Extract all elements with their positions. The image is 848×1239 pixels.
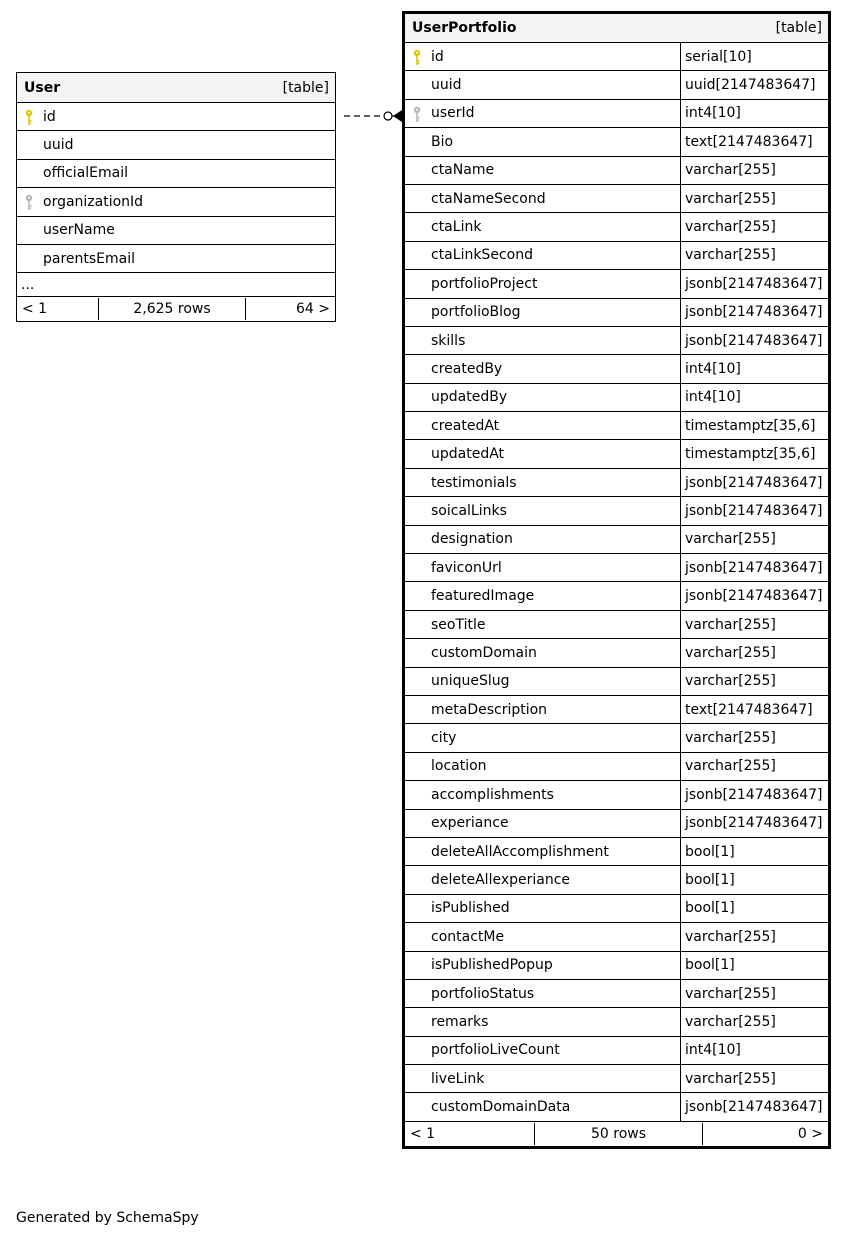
column-type: varchar[255] [681,724,830,752]
column-type: bool[1] [681,837,830,865]
column-type: int4[10] [681,355,830,383]
user-more-columns-row [17,273,336,297]
column-name: id [43,108,56,125]
column-type: varchar[255] [681,156,830,184]
column-type: int4[10] [681,99,830,127]
userportfolio-column-row[interactable] [404,582,830,610]
column-name: seoTitle [431,616,486,633]
column-type: varchar[255] [681,1008,830,1036]
userportfolio-column-row[interactable] [404,270,830,298]
userportfolio-column-row[interactable] [404,241,830,269]
userportfolio-column-deleteAllAccomplishment[interactable] [404,837,681,865]
userportfolio-column-liveLink[interactable] [404,1065,681,1093]
column-type: jsonb[2147483647] [681,298,830,326]
userportfolio-column-soicalLinks[interactable] [404,497,681,525]
column-name: organizationId [43,193,144,210]
userportfolio-column-row[interactable] [404,468,830,496]
userportfolio-column-experiance[interactable] [404,809,681,837]
userportfolio-column-Bio[interactable] [404,128,681,156]
column-type: int4[10] [681,1036,830,1064]
userportfolio-column-row[interactable] [404,1036,830,1064]
column-name: customDomain [431,644,537,661]
column-type: varchar[255] [681,241,830,269]
userportfolio-column-row[interactable] [404,298,830,326]
column-name: uuid [43,137,74,154]
userportfolio-column-skills[interactable] [404,326,681,354]
userportfolio-column-accomplishments[interactable] [404,781,681,809]
user-column-officialEmail[interactable] [17,159,336,187]
column-name: deleteAllAccomplishment [431,843,609,860]
column-name: userId [431,105,475,122]
column-name: skills [431,332,466,349]
column-type: jsonb[2147483647] [681,270,830,298]
column-name: id [431,48,444,65]
userportfolio-column-row[interactable] [404,554,830,582]
column-type: jsonb[2147483647] [681,554,830,582]
column-name: updatedBy [431,389,508,406]
column-type: varchar[255] [681,923,830,951]
primary-key-icon [24,109,34,126]
userportfolio-column-row[interactable] [404,326,830,354]
column-type: timestamptz[35,6] [681,440,830,468]
column-type: jsonb[2147483647] [681,497,830,525]
userportfolio-column-row[interactable] [404,866,830,894]
userportfolio-column-row[interactable] [404,128,830,156]
userportfolio-column-row[interactable] [404,951,830,979]
column-name: isPublishedPopup [431,957,553,974]
userportfolio-column-uuid[interactable] [404,71,681,99]
column-name: customDomainData [431,1099,571,1116]
userportfolio-column-row[interactable] [404,695,830,723]
userportfolio-column-createdBy[interactable] [404,355,681,383]
userportfolio-table-name: UserPortfolio [412,20,517,36]
user-column-row[interactable] [17,131,336,159]
foreign-key-icon [24,194,34,211]
userportfolio-column-row[interactable] [404,639,830,667]
column-name: location [431,758,487,775]
userportfolio-column-createdAt[interactable] [404,412,681,440]
user-table-header [17,73,336,103]
column-type: jsonb[2147483647] [681,1093,830,1121]
userportfolio-children-link[interactable]: < 1 [410,1125,436,1142]
column-name: portfolioStatus [431,985,535,1002]
userportfolio-column-row[interactable] [404,412,830,440]
column-name: portfolioBlog [431,304,521,321]
userportfolio-column-updatedBy[interactable] [404,383,681,411]
column-name: remarks [431,1013,489,1030]
column-name: accomplishments [431,786,554,803]
userportfolio-table-kind: [table] [775,20,822,36]
userportfolio-column-featuredImage[interactable] [404,582,681,610]
userportfolio-column-ctaLinkSecond[interactable] [404,241,681,269]
column-type: varchar[255] [681,525,830,553]
userportfolio-column-row[interactable] [404,837,830,865]
userportfolio-column-deleteAllexperiance[interactable] [404,866,681,894]
many-crow-foot-arrow [393,110,402,122]
userportfolio-column-row[interactable] [404,809,830,837]
userportfolio-column-portfolioProject[interactable] [404,270,681,298]
column-name: portfolioProject [431,275,538,292]
user-column-row[interactable] [17,244,336,272]
column-name: metaDescription [431,701,548,718]
userportfolio-column-city[interactable] [404,724,681,752]
column-type: bool[1] [681,894,830,922]
user-column-organizationId[interactable] [17,188,336,216]
column-name: city [431,730,457,747]
column-name: ctaLinkSecond [431,247,533,264]
column-type: varchar[255] [681,639,830,667]
column-type: jsonb[2147483647] [681,781,830,809]
column-type: varchar[255] [681,1065,830,1093]
column-type: jsonb[2147483647] [681,326,830,354]
user-table[interactable] [16,72,336,322]
userportfolio-column-row[interactable] [404,923,830,951]
userportfolio-column-ctaName[interactable] [404,156,681,184]
user-parents-link[interactable]: 64 > [296,301,330,318]
user-column-row[interactable] [17,188,336,216]
userportfolio-column-row[interactable] [404,781,830,809]
column-type: int4[10] [681,383,830,411]
userportfolio-column-row[interactable] [404,99,830,127]
userportfolio-table-footer [404,1121,830,1147]
column-name: uniqueSlug [431,673,510,690]
user-table-name: User [24,79,61,96]
userportfolio-column-isPublishedPopup[interactable] [404,951,681,979]
userportfolio-column-row[interactable] [404,979,830,1007]
column-type: uuid[2147483647] [681,71,830,99]
userportfolio-column-contactMe[interactable] [404,923,681,951]
column-name: officialEmail [43,165,128,182]
column-type: jsonb[2147483647] [681,582,830,610]
user-children-link[interactable]: < 1 [22,301,48,318]
userportfolio-column-id[interactable] [404,43,681,71]
column-type: jsonb[2147483647] [681,468,830,496]
column-type: text[2147483647] [681,128,830,156]
user-column-uuid[interactable] [17,131,336,159]
userportfolio-column-updatedAt[interactable] [404,440,681,468]
user-column-row[interactable] [17,159,336,187]
column-type: text[2147483647] [681,695,830,723]
column-name: ctaName [431,162,495,179]
column-type: varchar[255] [681,184,830,212]
column-name: liveLink [431,1070,485,1087]
userportfolio-column-portfolioLiveCount[interactable] [404,1036,681,1064]
userportfolio-column-uniqueSlug[interactable] [404,667,681,695]
user-row-count: 2,625 rows [133,301,211,318]
userportfolio-column-customDomain[interactable] [404,639,681,667]
userportfolio-table[interactable] [402,11,831,1149]
userportfolio-column-row[interactable] [404,610,830,638]
column-name: soicalLinks [431,502,507,519]
foreign-key-icon [412,106,422,123]
userportfolio-column-designation[interactable] [404,525,681,553]
primary-key-icon [412,49,422,66]
userportfolio-column-metaDescription[interactable] [404,695,681,723]
generated-by-text: Generated by SchemaSpy [16,1210,199,1226]
userportfolio-column-seoTitle[interactable] [404,610,681,638]
zero-cardinality-circle [384,112,392,120]
column-type: serial[10] [681,43,830,71]
userportfolio-column-ctaLink[interactable] [404,213,681,241]
userportfolio-row-count: 50 rows [590,1125,647,1142]
column-name: testimonials [431,474,517,491]
column-type: jsonb[2147483647] [681,809,830,837]
column-name: featuredImage [431,588,535,605]
userportfolio-column-portfolioBlog[interactable] [404,298,681,326]
column-name: userName [43,222,115,239]
column-type: varchar[255] [681,979,830,1007]
userportfolio-column-row[interactable] [404,156,830,184]
userportfolio-column-row[interactable] [404,43,830,71]
column-name: Bio [431,133,454,150]
column-type: varchar[255] [681,752,830,780]
user-column-row[interactable] [17,103,336,131]
userportfolio-column-row[interactable] [404,497,830,525]
column-name: portfolioLiveCount [431,1042,560,1059]
userportfolio-column-ctaNameSecond[interactable] [404,184,681,212]
userportfolio-column-row[interactable] [404,213,830,241]
column-name: createdBy [431,360,503,377]
column-name: contactMe [431,928,505,945]
user-table-footer [17,297,336,322]
userportfolio-column-row[interactable] [404,667,830,695]
userportfolio-column-testimonials[interactable] [404,468,681,496]
user-column-parentsEmail[interactable] [17,244,336,272]
userportfolio-column-row[interactable] [404,383,830,411]
column-name: ctaLink [431,219,482,236]
userportfolio-column-faviconUrl[interactable] [404,554,681,582]
column-name: createdAt [431,417,500,434]
userportfolio-column-row[interactable] [404,71,830,99]
more-columns-ellipsis: ... [17,273,336,297]
userportfolio-column-row[interactable] [404,724,830,752]
column-type: varchar[255] [681,667,830,695]
user-table-kind: [table] [282,79,329,96]
column-name: uuid [431,77,462,94]
userportfolio-column-row[interactable] [404,355,830,383]
userportfolio-column-row[interactable] [404,525,830,553]
user-column-id[interactable] [17,103,336,131]
userportfolio-parents-link[interactable]: 0 > [797,1125,823,1142]
column-type: bool[1] [681,866,830,894]
column-name: designation [431,531,513,548]
userportfolio-column-row[interactable] [404,1008,830,1036]
column-name: experiance [431,815,509,832]
userportfolio-column-row[interactable] [404,1065,830,1093]
column-type: timestamptz[35,6] [681,412,830,440]
column-name: parentsEmail [43,250,136,267]
userportfolio-column-row[interactable] [404,894,830,922]
column-name: ctaNameSecond [431,190,546,207]
column-type: varchar[255] [681,610,830,638]
column-name: updatedAt [431,446,505,463]
userportfolio-column-customDomainData[interactable] [404,1093,681,1121]
userportfolio-column-row[interactable] [404,184,830,212]
user-column-row[interactable] [17,216,336,244]
column-type: varchar[255] [681,213,830,241]
userportfolio-column-userId[interactable] [404,99,681,127]
user-column-userName[interactable] [17,216,336,244]
userportfolio-column-row[interactable] [404,752,830,780]
column-type: bool[1] [681,951,830,979]
column-name: faviconUrl [431,559,502,576]
userportfolio-column-row[interactable] [404,440,830,468]
userportfolio-column-isPublished[interactable] [404,894,681,922]
column-name: deleteAllexperiance [431,872,571,889]
userportfolio-column-portfolioStatus[interactable] [404,979,681,1007]
userportfolio-column-remarks[interactable] [404,1008,681,1036]
column-name: isPublished [431,900,510,917]
userportfolio-column-row[interactable] [404,1093,830,1121]
userportfolio-table-header [404,13,830,43]
userportfolio-column-location[interactable] [404,752,681,780]
